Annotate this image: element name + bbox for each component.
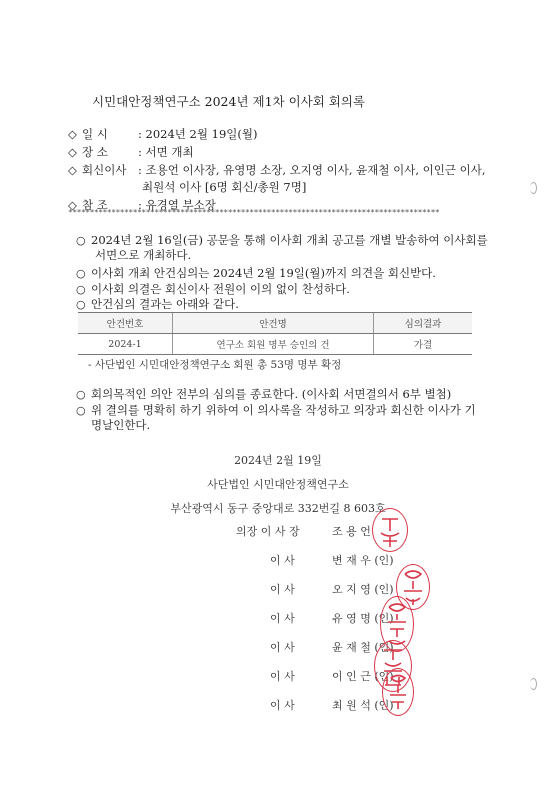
signature-row [270,697,394,713]
signature-name: 조 용 언 [332,525,371,538]
signature-role: 이 사 [270,612,295,625]
info-reference: ◇ 참 조 : 유경열 부소장 [68,197,220,213]
signature-role: 이 사 [270,554,295,567]
info-value: 2024년 2월 19일(월) [145,127,258,141]
signature-name: 윤 재 철 [332,641,371,654]
signature-role: 이 사 [270,670,295,683]
info-label: 참 조 [82,198,108,212]
paragraph-1: ○ 2024년 2월 16일(금) 공문을 통해 이사회 개최 공고를 개별 발송하여 이사회를 서면으로 개최하다. [76,233,488,262]
diamond-icon: ◇ [68,145,77,159]
info-directors: ◇ 회신이사 : 조용언 이사장, 유영명 소장, 오지영 이사, 윤재철 이사, 이인근 이사, [68,163,486,177]
info-label: 장 소 [82,145,108,159]
signature-name: 유 영 명 [332,612,371,625]
signature-role: 의장 이 사 장 [236,525,300,538]
table-cell: 가결 [374,334,473,355]
signature-name: 변 재 우 [332,554,371,567]
diamond-icon: ◇ [68,127,77,141]
diamond-icon: ◇ [68,163,77,177]
signature-name: 최 원 석 [332,699,371,712]
info-place: ◇ 장 소 : 서면 개최 [68,145,194,159]
signature-seal-mark: (인) [374,583,394,596]
signature-seal-mark: (인) [374,612,394,625]
info-value: 조용언 이사장, 유영명 소장, 오지영 이사, 윤재철 이사, 이인근 이사, [145,163,486,177]
punch-hole-mark [530,182,537,194]
document-date: 2024년 2월 19일 [234,454,322,467]
result-table [78,312,472,355]
signature-seal-mark: (인) [374,670,394,683]
signature-role: 이 사 [270,583,295,596]
signature-row [270,581,394,597]
signature-role: 이 사 [270,641,295,654]
circle-bullet-icon: ○ [76,234,86,247]
paragraph-2: ○ 이사회 개최 안건심의는 2024년 2월 19일(월)까지 의견을 회신받다. [76,266,436,280]
table-header: 안건번호 [78,313,173,334]
organization-name: 사단법인 시민대안정책연구소 [207,478,349,491]
signature-name: 이 인 근 [332,670,371,683]
red-seal-stamp [382,668,414,716]
circle-bullet-icon: ○ [76,404,86,417]
diamond-icon: ◇ [68,198,77,212]
circle-bullet-icon: ○ [76,298,86,311]
info-value: 서면 개최 [145,145,194,159]
signature-row [236,523,371,539]
info-label: 회신이사 [82,163,127,177]
info-directors-continued: 최원석 이사 [6명 회신/총원 7명] [142,180,307,194]
signature-name: 오 지 영 [332,583,371,596]
paragraph-4: ○ 안건심의 결과는 아래와 같다. [76,297,239,311]
member-note: - 사단법인 시민대안정책연구소 회원 총 53명 명부 확정 [88,359,342,371]
organization-address: 부산광역시 동구 중앙대로 332번길 8 603호 [170,502,386,515]
signature-seal-mark: (인) [374,554,394,567]
table-cell: 연구소 회원 명부 승인의 건 [173,334,374,355]
paragraph-3: ○ 이사회 의결은 회신이사 전원이 이의 없이 찬성하다. [76,282,350,296]
circle-bullet-icon: ○ [76,267,86,280]
info-label: 일 시 [82,127,108,141]
table-row [78,334,472,355]
table-header: 안건명 [173,313,374,334]
table-header: 심의결과 [374,313,473,334]
circle-bullet-icon: ○ [76,388,86,401]
signature-seal-mark: (인) [374,641,394,654]
circle-bullet-icon: ○ [76,283,86,296]
signature-row [270,552,394,568]
divider-line: ************************************************************************************** [68,208,440,217]
red-seal-stamp [372,508,408,552]
signature-seal-mark: (인) [374,699,394,712]
document-title: 시민대안정책연구소 2024년 제1차 이사회 회의록 [92,94,366,109]
signature-role: 이 사 [270,699,295,712]
signature-row [270,610,394,626]
info-date: ◇ 일 시 : 2024년 2월 19일(월) [68,127,258,141]
info-value: 유경열 부소장 [145,198,216,212]
table-header-row [78,313,472,334]
table-cell: 2024-1 [78,334,173,355]
closing-paragraph-2: ○ 위 결의를 명확히 하기 위하여 이 의사록을 작성하고 의장과 회신한 이사가 기 명날인한다. [76,403,476,432]
closing-paragraph-1: ○ 회의목적인 의안 전부의 심의를 종료한다. (이사회 서면결의서 6부 별첨) [76,387,452,401]
punch-hole-mark [530,678,537,690]
